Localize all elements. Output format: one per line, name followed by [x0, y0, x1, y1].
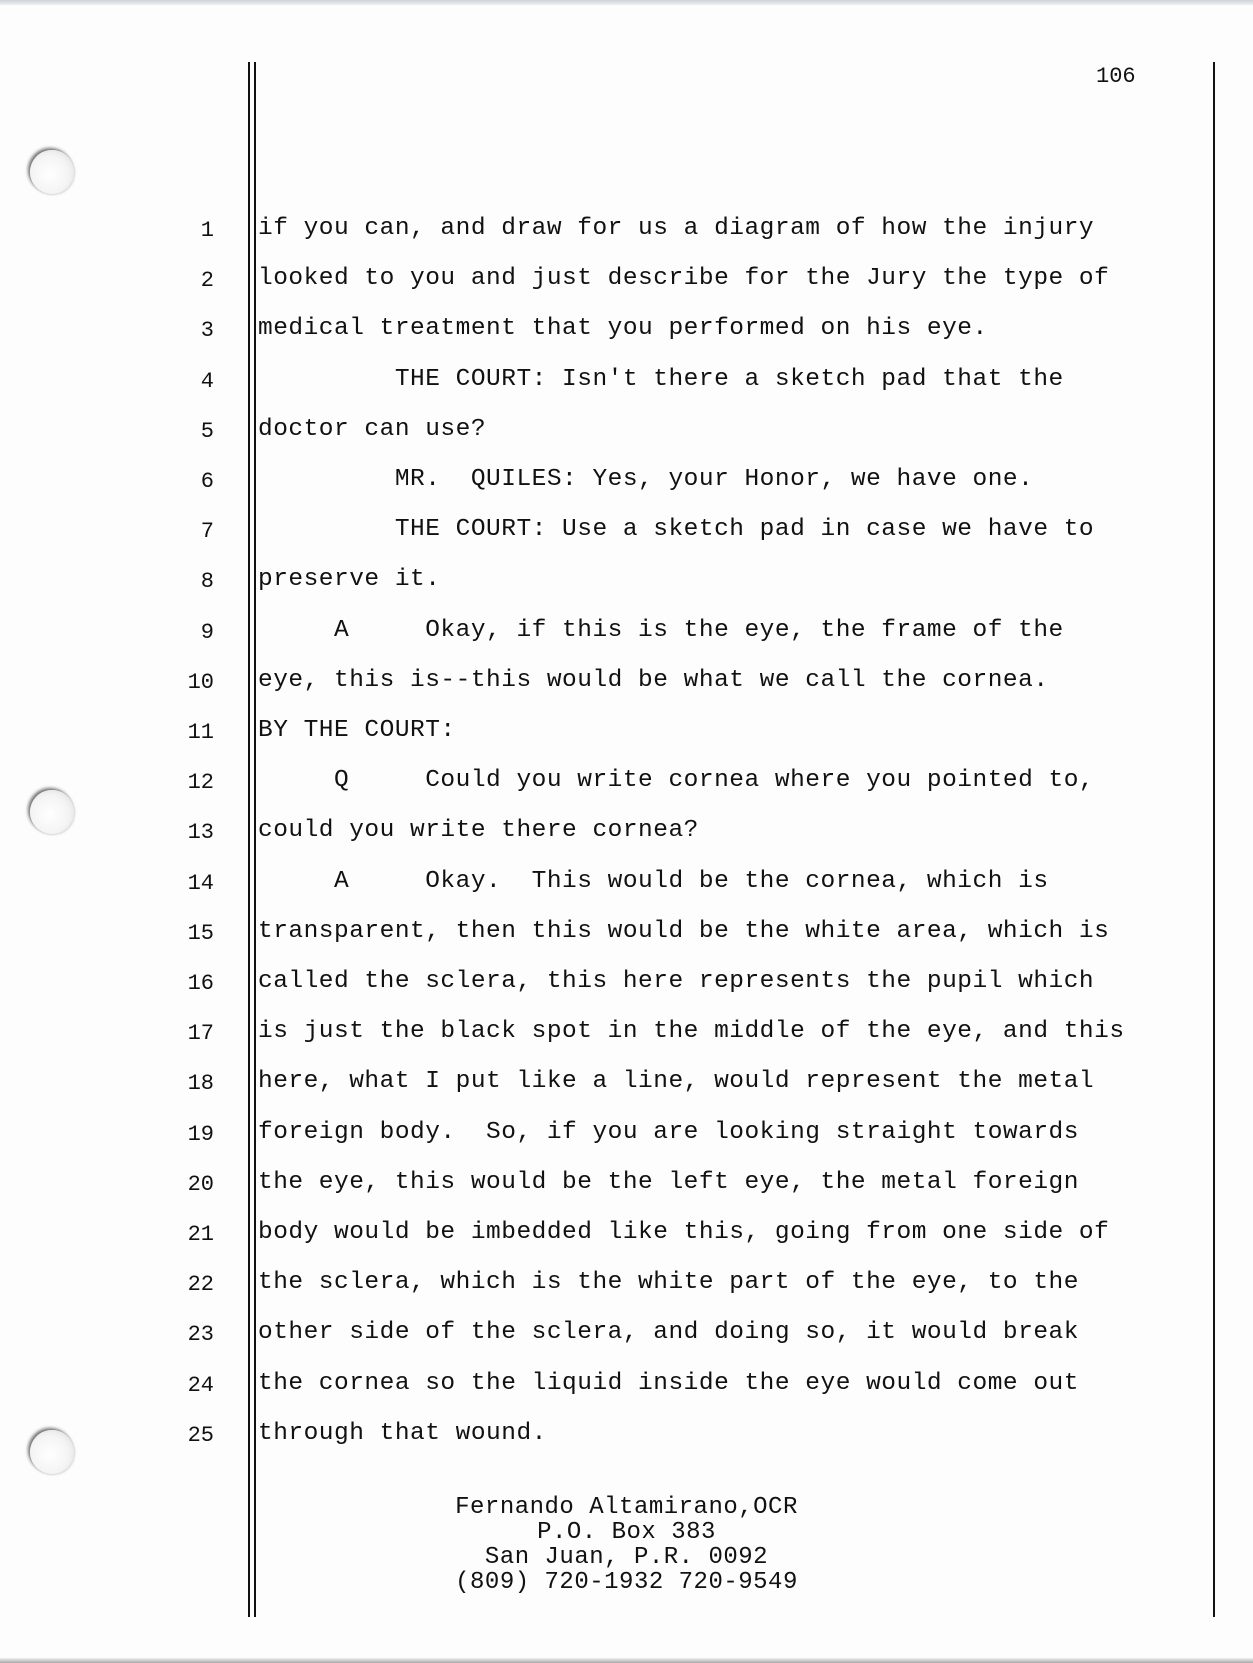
- reporter-phone: (809) 720-1932 720-9549: [455, 1569, 798, 1596]
- transcript-line: other side of the sclera, and doing so, it would break: [258, 1319, 1079, 1346]
- right-margin-rule: [1213, 62, 1215, 1617]
- left-margin-rule-outer: [248, 62, 250, 1617]
- line-number: 5: [200, 419, 214, 444]
- transcript-line: transparent, then this would be the white area, which is: [258, 918, 1110, 945]
- line-number: 13: [187, 820, 214, 845]
- transcript-line: A Okay. This would be the cornea, which is: [258, 868, 1049, 895]
- line-number: 20: [187, 1172, 214, 1197]
- transcript-line: Q Could you write cornea where you pointed to,: [258, 767, 1095, 794]
- punch-hole-middle: [30, 790, 74, 834]
- line-number: 22: [187, 1272, 214, 1297]
- line-number: 2: [200, 268, 214, 293]
- transcript-line: THE COURT: Isn't there a sketch pad that the: [258, 366, 1064, 393]
- reporter-name: Fernando Altamirano,OCR: [455, 1494, 798, 1521]
- line-number: 12: [187, 770, 214, 795]
- punch-hole-top: [30, 150, 74, 194]
- line-number: 10: [187, 670, 214, 695]
- line-number: 19: [187, 1122, 214, 1147]
- line-number: 25: [187, 1423, 214, 1448]
- line-number: 15: [187, 921, 214, 946]
- line-number: 1: [200, 218, 214, 243]
- left-margin-rule-inner: [254, 62, 256, 1617]
- line-number: 18: [187, 1071, 214, 1096]
- transcript-line: THE COURT: Use a sketch pad in case we have to: [258, 516, 1095, 543]
- transcript-line: the cornea so the liquid inside the eye would come out: [258, 1370, 1079, 1397]
- punch-hole-bottom: [30, 1430, 74, 1474]
- line-number: 21: [187, 1222, 214, 1247]
- transcript-line: doctor can use?: [258, 416, 487, 443]
- page-number: 106: [1096, 64, 1136, 89]
- line-number: 24: [187, 1373, 214, 1398]
- line-number: 9: [200, 620, 214, 645]
- line-number: 17: [187, 1021, 214, 1046]
- transcript-line: if you can, and draw for us a diagram of how the injury: [258, 215, 1095, 242]
- transcript-line: called the sclera, this here represents the pupil which: [258, 968, 1095, 995]
- transcript-line: here, what I put like a line, would represent the metal: [258, 1068, 1095, 1095]
- transcript-line: could you write there cornea?: [258, 817, 699, 844]
- transcript-line: preserve it.: [258, 566, 441, 593]
- transcript-line: A Okay, if this is the eye, the frame of the: [258, 617, 1064, 644]
- transcript-line: MR. QUILES: Yes, your Honor, we have one.: [258, 466, 1034, 493]
- page-bottom-edge: [0, 1658, 1253, 1663]
- transcript-line: eye, this is--this would be what we call the cornea.: [258, 667, 1049, 694]
- line-number: 23: [187, 1322, 214, 1347]
- reporter-city: San Juan, P.R. 0092: [484, 1544, 769, 1571]
- transcript-line: through that wound.: [258, 1420, 547, 1447]
- line-number: 4: [200, 369, 214, 394]
- transcript-line: BY THE COURT:: [258, 717, 456, 744]
- line-number: 7: [200, 519, 214, 544]
- line-number: 3: [200, 318, 214, 343]
- line-number: 11: [187, 720, 214, 745]
- reporter-po-box: P.O. Box 383: [537, 1519, 716, 1546]
- transcript-line: looked to you and just describe for the Jury the type of: [258, 265, 1110, 292]
- transcript-line: medical treatment that you performed on his eye.: [258, 315, 988, 342]
- transcript-line: body would be imbedded like this, going from one side of: [258, 1219, 1110, 1246]
- transcript-line: the sclera, which is the white part of the eye, to the: [258, 1269, 1079, 1296]
- line-number: 6: [200, 469, 214, 494]
- page-top-edge: [0, 0, 1253, 5]
- line-number: 16: [187, 971, 214, 996]
- line-number: 8: [200, 569, 214, 594]
- line-number: 14: [187, 871, 214, 896]
- transcript-line: is just the black spot in the middle of the eye, and this: [258, 1018, 1125, 1045]
- transcript-line: the eye, this would be the left eye, the metal foreign: [258, 1169, 1079, 1196]
- transcript-line: foreign body. So, if you are looking straight towards: [258, 1119, 1079, 1146]
